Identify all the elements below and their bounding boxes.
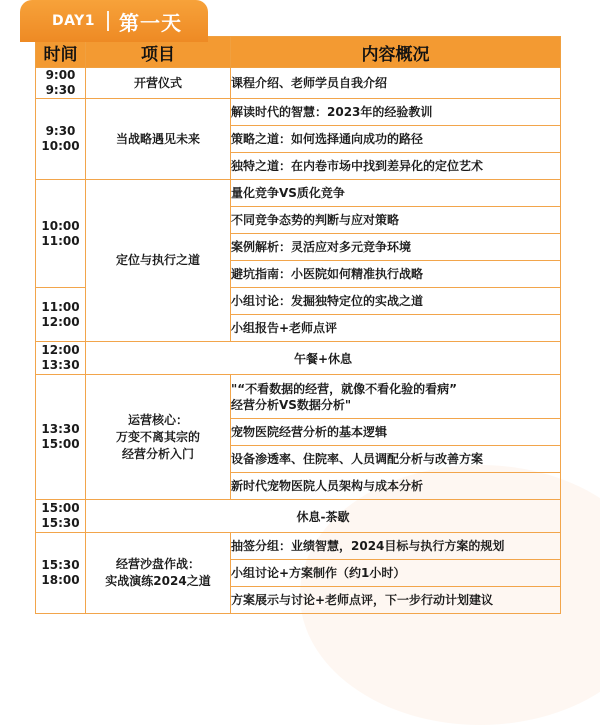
time-end: 10:00 — [41, 139, 80, 153]
content-cell: 量化竞争VS质化竞争 — [231, 180, 561, 207]
table-row — [36, 533, 561, 560]
content-cell: 解读时代的智慧：2023年的经验教训 — [231, 99, 561, 126]
content-line: "“不看数据的经营，就像不看化验的看病” — [231, 381, 458, 396]
time-start: 12:00 — [41, 343, 80, 357]
time-start: 10:00 — [41, 218, 80, 233]
item-line: 经营沙盘作战： — [115, 557, 200, 571]
content-cell: 课程介绍、老师学员自我介绍 — [231, 68, 561, 99]
time-start: 11:00 — [41, 299, 80, 314]
item-cell — [86, 375, 231, 500]
time-end: 12:00 — [41, 314, 80, 329]
time-start: 13:30 — [41, 422, 80, 436]
content-cell: 新时代宠物医院人员架构与成本分析 — [231, 473, 561, 500]
header-time: 时间 — [36, 37, 86, 68]
schedule-table — [35, 36, 561, 614]
content-cell: 独特之道：在内卷市场中找到差异化的定位艺术 — [231, 153, 561, 180]
content-cell: 策略之道：如何选择通向成功的路径 — [231, 126, 561, 153]
table-row — [36, 99, 561, 126]
content-cell: 方案展示与讨论+老师点评，下一步行动计划建议 — [231, 587, 561, 614]
time-end: 18:00 — [41, 573, 80, 587]
content-cell: 不同竞争态势的判断与应对策略 — [231, 207, 561, 234]
content-cell: 宠物医院经营分析的基本逻辑 — [231, 419, 561, 446]
table-row — [36, 342, 561, 375]
content-cell: 小组报告+老师点评 — [231, 315, 561, 342]
time-end: 11:00 — [41, 233, 80, 248]
item-line: 经营分析入门 — [121, 446, 194, 461]
header-item: 项目 — [86, 37, 231, 68]
item-cell — [86, 533, 231, 614]
item-line: 实战演练2024之道 — [105, 574, 211, 588]
content-cell — [231, 375, 561, 419]
table-row — [36, 68, 561, 99]
time-end: 15:30 — [41, 516, 80, 530]
time-cell — [36, 288, 86, 342]
content-cell: 案例解析：灵活应对多元竞争环境 — [231, 234, 561, 261]
time-end: 15:00 — [41, 437, 80, 451]
day-tab — [20, 0, 208, 42]
time-start: 9:00 — [45, 68, 76, 82]
time-start: 9:30 — [45, 124, 76, 138]
content-cell: 小组讨论+方案制作（约1小时） — [231, 560, 561, 587]
day-title: 第一天 — [119, 10, 182, 35]
time-cell — [36, 375, 86, 500]
time-cell — [36, 68, 86, 99]
content-cell: 抽签分组：业绩智慧，2024目标与执行方案的规划 — [231, 533, 561, 560]
content-line: 经营分析VS数据分析" — [231, 397, 352, 412]
table-row — [36, 180, 561, 207]
content-cell: 小组讨论：发掘独特定位的实战之道 — [231, 288, 561, 315]
table-row — [36, 500, 561, 533]
time-cell — [36, 342, 86, 375]
time-start: 15:00 — [41, 501, 80, 515]
day-separator — [107, 11, 109, 31]
break-cell: 休息-茶歇 — [86, 500, 561, 533]
header-content: 内容概况 — [231, 37, 561, 68]
item-line: 万变不离其宗的 — [115, 429, 200, 444]
content-cell: 避坑指南：小医院如何精准执行战略 — [231, 261, 561, 288]
item-cell: 开营仪式 — [86, 68, 231, 99]
time-cell — [36, 180, 86, 288]
time-cell — [36, 500, 86, 533]
item-cell: 定位与执行之道 — [86, 180, 231, 342]
time-end: 9:30 — [45, 83, 76, 97]
item-cell: 当战略遇见未来 — [86, 99, 231, 180]
break-cell: 午餐+休息 — [86, 342, 561, 375]
day-label: DAY1 — [52, 13, 95, 29]
time-start: 15:30 — [41, 558, 80, 572]
item-line: 运营核心： — [127, 412, 188, 427]
content-cell: 设备渗透率、住院率、人员调配分析与改善方案 — [231, 446, 561, 473]
time-cell — [36, 99, 86, 180]
table-row — [36, 375, 561, 419]
time-end: 13:30 — [41, 358, 80, 372]
time-cell — [36, 533, 86, 614]
